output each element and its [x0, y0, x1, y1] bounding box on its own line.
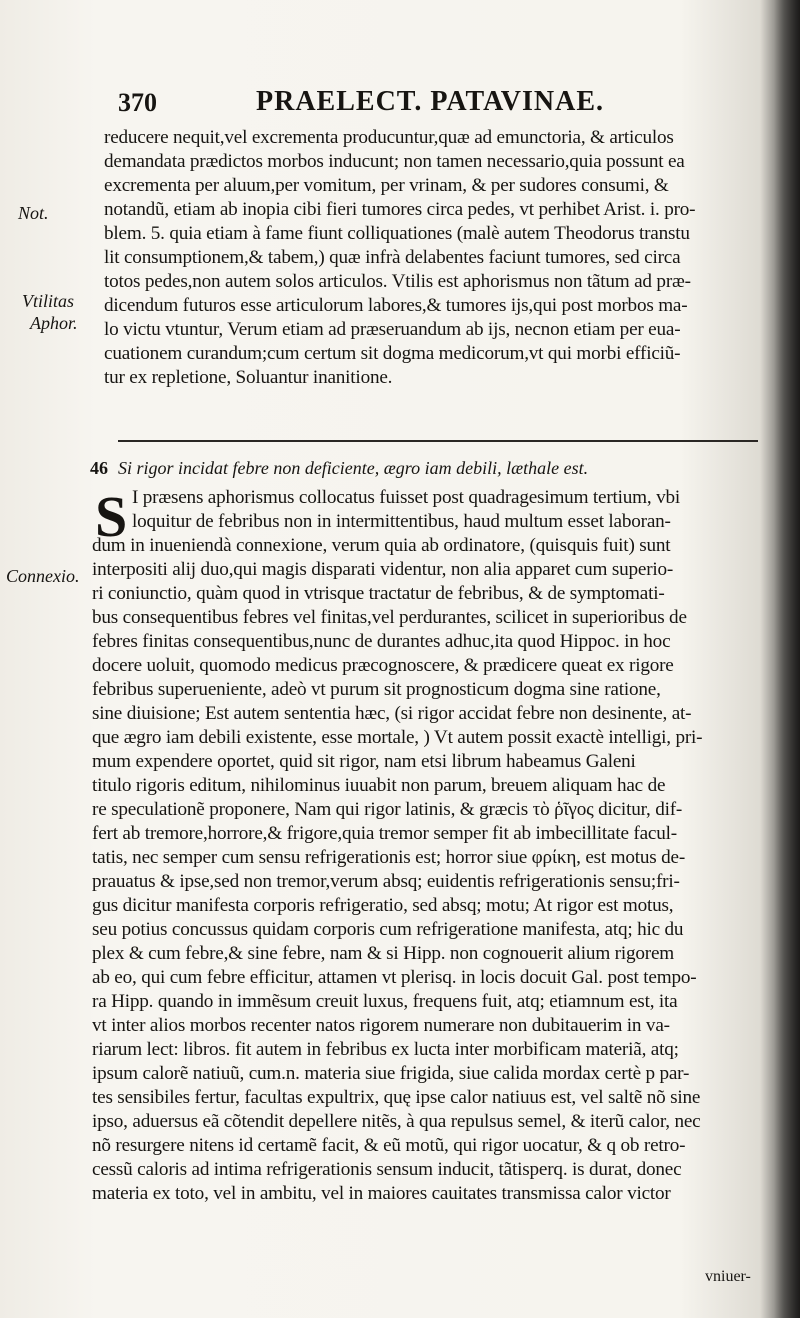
text-line: ipso, aduersus eã cõtendit depellere nitẽs, à qua repulsus semel, & iterũ calor, nec — [92, 1111, 701, 1132]
text-line: febres finitas consequentibus,nunc de durantes adhuc,ita quod Hippoc. in hoc — [92, 631, 671, 652]
page-gutter-shadow — [774, 0, 800, 1318]
text-line: loquitur de febribus non in intermittentibus, haud multum esset laboran- — [132, 511, 671, 532]
section-rule — [118, 440, 758, 442]
text-line: re speculationẽ proponere, Nam qui rigor latinis, & græcis τὸ ῥῖγος dicitur, dif- — [92, 799, 683, 820]
text-line: totos pedes,non autem solos articulos. Vtilis est aphorismus non tãtum ad præ- — [104, 271, 691, 292]
running-title: PRAELECT. PATAVINAE. — [256, 86, 605, 117]
page-number: 370 — [118, 88, 157, 117]
text-line: dum in inueniendà connexione, verum quia ab ordinatore, (quisquis fuit) sunt — [92, 535, 671, 556]
catchword: vniuer- — [705, 1268, 751, 1285]
text-line: lit consumptionem,& tabem,) quæ infrà delabentes faciunt tumores, sed circa — [104, 247, 681, 268]
text-line: excrementa per aluum,per vomitum, per vrinam, & per sudores consumi, & — [104, 175, 669, 196]
drop-cap: S — [95, 484, 128, 549]
text-line: que ægro iam debili existente, esse mortale, ) Vt autem possit exactè intelligi, pri- — [92, 727, 703, 748]
text-line: mum expendere oportet, quid sit rigor, nam etsi librum habeamus Galeni — [92, 751, 636, 772]
text-line: gus dicitur manifesta corporis refrigeratio, sed absq; motu; At rigor est motus, — [92, 895, 674, 916]
text-line: prauatus & ipse,sed non tremor,verum absq; euidentis refrigerationis sensu;fri- — [92, 871, 680, 892]
text-line: interpositi alij duo,qui magis disparati videntur, non alia apparet cum superio- — [92, 559, 674, 580]
aphorism-heading — [90, 458, 588, 479]
aphorism-number: 46 — [90, 458, 108, 478]
text-line: ra Hipp. quando in immẽsum creuit luxus, frequens fuit, atq; etiamnum est, ita — [92, 991, 678, 1012]
text-line: riarum lect: libros. fit autem in febribus ex lucta inter morbificam materiã, atq; — [92, 1039, 679, 1060]
text-line: lo victu vtuntur, Verum etiam ad præseruandum ab ijs, necnon etiam per eua- — [104, 319, 681, 340]
text-line: reducere nequit,vel excrementa producuntur,quæ ad emunctoria, & articulos — [104, 127, 674, 148]
aphorism-text: Si rigor incidat febre non deficiente, ægro iam debili, læthale est. — [118, 458, 589, 478]
text-line: bus consequentibus febres vel finitas,vel perdurantes, scilicet in superioribus de — [92, 607, 687, 628]
text-line: plex & cum febre,& sine febre, nam & si Hipp. non cognouerit alium rigorem — [92, 943, 674, 964]
text-line: I præsens aphorismus collocatus fuisset post quadragesimum tertium, vbi — [132, 487, 681, 508]
text-line: ri coniunctio, quàm quod in vtrisque tractatur de febribus, & de symptomati- — [92, 583, 665, 604]
text-line: febribus superueniente, adeò vt purum sit prognosticum dogma sine ratione, — [92, 679, 661, 700]
text-line: titulo rigoris editum, nihilominus iuuabit non parum, breuem aliquam hac de — [92, 775, 666, 796]
text-line: nõ resurgere nitens id certamẽ facit, & eũ motũ, qui rigor uocatur, & q ob retro- — [92, 1135, 686, 1156]
text-line: notandũ, etiam ab inopia cibi fieri tumores circa pedes, vt perhibet Arist. i. pro- — [104, 199, 696, 220]
text-line: materia ex toto, vel in ambitu, vel in maiores cauitates transmissa calor victor — [92, 1183, 671, 1204]
text-line: docere uoluit, quomodo medicus præcognoscere, & prædicere queat ex rigore — [92, 655, 674, 676]
text-line: cuationem curandum;cum certum sit dogma medicorum,vt qui morbi efficiũ- — [104, 343, 681, 364]
text-line: demandata prædictos morbos inducunt; non tamen necessario,quia possunt ea — [104, 151, 685, 172]
text-line: blem. 5. quia etiam à fame fiunt colliquationes (malè autem Theodorus transtu — [104, 223, 690, 244]
text-line: vt inter alios morbos recenter natos rigorem numerare non dubitauerim in va- — [92, 1015, 670, 1036]
text-line: tes sensibiles fertur, facultas expultrix, quę ipse calor natiuus est, vel saltẽ nõ sine — [92, 1087, 701, 1108]
text-line: seu potius concussus quidam corporis cum refrigeratione manifesta, atq; hic du — [92, 919, 684, 940]
text-line: tatis, nec semper cum sensu refrigerationis est; horror siue φρίκη, est motus de- — [92, 847, 686, 868]
margin-note-not: Not. — [18, 203, 49, 223]
text-line: fert ab tremore,horrore,& frigore,quia tremor semper fit ab imbecillitate facul- — [92, 823, 677, 844]
margin-note-connexio: Connexio. — [6, 566, 80, 586]
margin-note-utilitas: Vtilitas — [22, 291, 75, 311]
text-line: dicendum futuros esse articulorum labores,& tumores ijs,qui post morbos ma- — [104, 295, 688, 316]
text-line: tur ex repletione, Soluantur inanitione. — [104, 367, 393, 388]
text-line: cessũ caloris ad intima refrigerationis sensum inducit, tãtisperq. is durat, donec — [92, 1159, 682, 1180]
page-header — [118, 84, 678, 124]
text-line: sine diuisione; Est autem sententia hæc, (si rigor accidat febre non desinente, at- — [92, 703, 692, 724]
text-line: ipsum calorẽ natiuũ, cum.n. materia siue frigida, siue calida mordax certè p par- — [92, 1063, 690, 1084]
text-line: ab eo, qui cum febre efficitur, attamen vt plerisq. in locis docuit Gal. post tempo- — [92, 967, 697, 988]
margin-note-aphor: Aphor. — [30, 313, 78, 333]
